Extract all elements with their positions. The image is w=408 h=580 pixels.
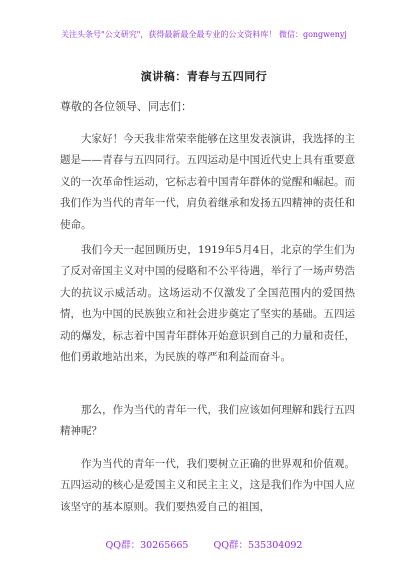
footer-qq-group-1: QQ群：30265665 [105,540,189,551]
salutation: 尊敬的各位领导、同志们： [60,100,192,113]
document-title: 演讲稿：青春与五四同行 [140,70,268,83]
header-promo-note: 关注头条号"公文研究"，获得最新最全最专业的公文资料库！ 微信：gongwenyj [61,30,347,39]
footer-contact [0,537,408,551]
paragraph-intro: 大家好！今天我非常荣幸能够在这里发表演讲，我选择的主题是——青春与五四同行。五四运动是中国近代史上具有重要意义的一次革命性运动，它标志着中国青年群体的觉醒和崛起。而我们作为当代的青年一代，肩负着继承和发扬五四精神的责任和使命。 [60,133,355,231]
paragraph-question: 那么，作为当代的青年一代，我们应该如何理解和践行五四精神呢？ [60,404,355,438]
footer-qq-group-2: QQ群：535304092 [213,540,303,551]
paragraph-values: 作为当代的青年一代，我们要树立正确的世界观和价值观。五四运动的核心是爱国主义和民主主义，这是我们作为中国人应该坚守的基本原则。我们要热爱自己的祖国， [60,458,355,513]
paragraph-history: 我们今天一起回顾历史，1919年5月4日，北京的学生们为了反对帝国主义对中国的侵略和不公平待遇，举行了一场声势浩大的抗议示威活动。这场运动不仅激发了全国范围内的爱国热情，也为中国的民族独立和社会进步奠定了坚实的基础。五四运动的爆发，标志着中国青年群体开始意识到自己的力量和责任，他们勇敢地站出来，为民族的尊严和利益而奋斗。 [60,244,355,364]
